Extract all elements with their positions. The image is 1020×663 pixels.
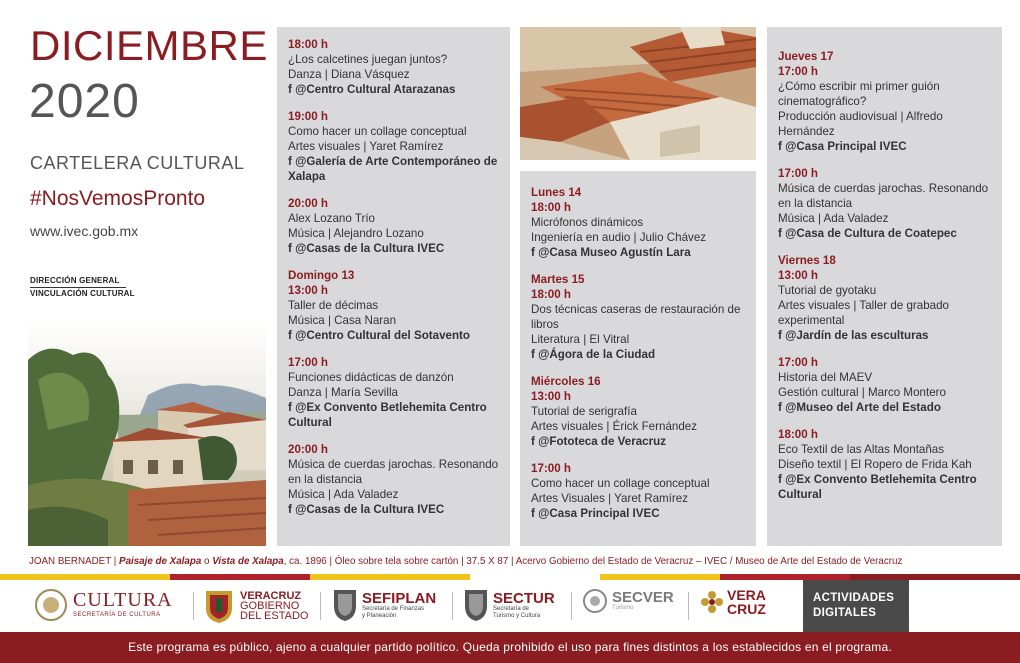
- event-item: [288, 442, 500, 517]
- event-venue-link[interactable]: f @Casas de la Cultura IVEC: [288, 242, 445, 255]
- event-item: [531, 461, 746, 521]
- direction-line2: VINCULACIÓN CULTURAL: [30, 289, 135, 298]
- digital-activities-line1: ACTIVIDADES: [813, 592, 895, 604]
- event-category: Artes visuales | Taller de grabado experimental: [778, 299, 950, 327]
- event-item: [288, 109, 500, 184]
- veracruz-flower-icon: [700, 590, 724, 614]
- event-item: [778, 49, 992, 154]
- event-item: [288, 196, 500, 256]
- event-venue-link[interactable]: f @Ex Convento Betlehemita Centro Cultural: [778, 473, 977, 501]
- veracruz-label-3: DEL ESTADO: [240, 610, 309, 622]
- sefiplan-sublabel-2: y Planeación: [362, 612, 397, 619]
- sectur-sublabel-2: Turismo y Cultura: [493, 612, 541, 619]
- event-category: Música | Ada Valadez: [288, 488, 399, 501]
- caption-or: o: [204, 556, 210, 567]
- event-category: Música | Casa Naran: [288, 314, 397, 327]
- event-title: Música de cuerdas jarochas. Resonando en la distancia: [778, 182, 989, 210]
- secver-label: SECVER: [612, 589, 674, 606]
- event-time: 17:00 h: [778, 65, 818, 78]
- logo-divider: [688, 592, 689, 620]
- legal-footer: Este programa es público, ajeno a cualquier partido político. Queda prohibido el uso para fines distintos a los establecidos en el programa.: [0, 632, 1020, 663]
- event-title: Como hacer un collage conceptual: [531, 477, 710, 490]
- event-category: Gestión cultural | Marco Montero: [778, 386, 946, 399]
- logo-sectur[interactable]: [463, 588, 555, 622]
- event-day: Lunes 14: [531, 186, 582, 199]
- event-category: Diseño textil | El Ropero de Frida Kah: [778, 458, 972, 471]
- event-venue-link[interactable]: f @Centro Cultural del Sotavento: [288, 329, 471, 342]
- caption-author: JOAN BERNADET |: [29, 556, 117, 567]
- event-item: [288, 268, 500, 343]
- event-category: Producción audiovisual | Alfredo Hernández: [778, 110, 943, 138]
- event-category: Ingeniería en audio | Julio Chávez: [531, 231, 707, 244]
- event-category: Danza | Diana Vásquez: [288, 68, 410, 81]
- event-time: 17:00 h: [778, 167, 818, 180]
- event-item: [778, 355, 992, 415]
- sefiplan-label: SEFIPLAN: [362, 589, 437, 607]
- event-day: Martes 15: [531, 273, 585, 286]
- event-category: Danza | María Sevilla: [288, 386, 398, 399]
- caption-work-alt: Vista de Xalapa: [212, 556, 284, 567]
- logo-veracruz-brand[interactable]: [700, 588, 766, 616]
- event-category: Música | Ada Valadez: [778, 212, 889, 225]
- veracruz-brand-line1: VERA: [727, 587, 766, 603]
- event-title: Eco Textil de las Altas Montañas: [778, 443, 945, 456]
- event-venue-link[interactable]: f @Museo del Arte del Estado: [778, 401, 941, 414]
- sefiplan-sublabel-1: Secretaría de Finanzas: [362, 605, 425, 612]
- event-title: Funciones didácticas de danzón: [288, 371, 454, 384]
- secver-emblem-icon: [582, 588, 608, 614]
- event-time: 18:00 h: [531, 288, 571, 301]
- sectur-label: SECTUR: [493, 589, 555, 607]
- painting-caption: [29, 556, 902, 567]
- event-venue-link[interactable]: f @Casa Principal IVEC: [778, 140, 907, 153]
- event-venue-link[interactable]: f @Casas de la Cultura IVEC: [288, 503, 445, 516]
- event-time: 18:00 h: [531, 201, 571, 214]
- painting-landscape: [28, 320, 266, 546]
- event-time: 13:00 h: [288, 284, 328, 297]
- event-category: Artes visuales | Yaret Ramírez: [288, 140, 444, 153]
- event-venue-link[interactable]: f @Ex Convento Betlehemita Centro Cultural: [288, 401, 487, 429]
- event-venue-link[interactable]: f @Centro Cultural Atarazanas: [288, 83, 456, 96]
- event-title: Música de cuerdas jarochas. Resonando en la distancia: [288, 458, 499, 486]
- veracruz-brand-line2: CRUZ: [727, 601, 766, 617]
- schedule-column-3: [767, 27, 1002, 546]
- website-link[interactable]: www.ivec.gob.mx: [30, 223, 139, 239]
- event-title: Tutorial de gyotaku: [778, 284, 877, 297]
- event-time: 17:00 h: [531, 462, 571, 475]
- event-title: Tutorial de serigrafía: [531, 405, 637, 418]
- event-title: Dos técnicas caseras de restauración de libros: [531, 303, 741, 331]
- sefiplan-shield-icon: [332, 588, 358, 622]
- direction-label: [30, 276, 135, 299]
- veracruz-label: VERACRUZ: [240, 590, 302, 602]
- event-item: [778, 166, 992, 241]
- event-venue-link[interactable]: f @Galería de Arte Contemporáneo de Xalapa: [288, 155, 498, 183]
- event-title: Historia del MAEV: [778, 371, 873, 384]
- event-time: 18:00 h: [288, 38, 328, 51]
- event-item: [288, 37, 500, 97]
- hashtag: #NosVemosPronto: [30, 187, 206, 210]
- month-title: DICIEMBRE: [30, 22, 268, 69]
- event-title: Micrófonos dinámicos: [531, 216, 644, 229]
- event-venue-link[interactable]: f @Casa Museo Agustín Lara: [531, 246, 691, 259]
- event-venue-link[interactable]: f @Fototeca de Veracruz: [531, 435, 667, 448]
- event-item: [531, 272, 746, 362]
- event-time: 13:00 h: [778, 269, 818, 282]
- schedule-column-1: [277, 27, 510, 546]
- cultura-emblem-icon: [34, 588, 68, 622]
- logo-cultura[interactable]: [34, 588, 173, 622]
- sectur-sublabel-1: Secretaría de: [493, 605, 530, 612]
- subtitle: CARTELERA CULTURAL: [30, 153, 245, 173]
- event-venue-link[interactable]: f @Casa de Cultura de Coatepec: [778, 227, 957, 240]
- event-item: [288, 355, 500, 430]
- schedule-column-2: [520, 171, 756, 546]
- event-title: Como hacer un collage conceptual: [288, 125, 467, 138]
- event-venue-link[interactable]: f @Casa Principal IVEC: [531, 507, 660, 520]
- logo-divider: [193, 592, 194, 620]
- veracruz-shield-icon: [203, 588, 235, 624]
- logo-veracruz-gobierno[interactable]: [203, 588, 308, 624]
- event-title: ¿Los calcetines juegan juntos?: [288, 53, 448, 66]
- event-title: Taller de décimas: [288, 299, 379, 312]
- event-item: [531, 374, 746, 449]
- caption-work: Paisaje de Xalapa: [119, 556, 202, 567]
- event-title: Alex Lozano Trío: [288, 212, 376, 225]
- logo-divider: [571, 592, 572, 620]
- logo-sefiplan[interactable]: [332, 588, 436, 622]
- cultura-sublabel: SECRETARÍA DE CULTURA: [73, 612, 161, 618]
- logo-secver[interactable]: [582, 588, 674, 614]
- sectur-shield-icon: [463, 588, 489, 622]
- cultura-label: CULTURA: [73, 589, 173, 611]
- direction-line1: DIRECCIÓN GENERAL: [30, 276, 120, 285]
- digital-activities-line2: DIGITALES: [813, 607, 877, 619]
- painting-rooftops: [520, 27, 756, 160]
- event-time: 13:00 h: [531, 390, 571, 403]
- event-day: Domingo 13: [288, 269, 355, 282]
- logo-divider: [452, 592, 453, 620]
- secver-sublabel: Turismo: [612, 605, 634, 611]
- event-time: 20:00 h: [288, 443, 328, 456]
- event-category: Artes visuales | Érick Fernández: [531, 420, 698, 433]
- sponsor-logos: [0, 580, 1020, 632]
- veracruz-label-2: GOBIERNO: [240, 600, 300, 612]
- event-item: [778, 253, 992, 343]
- event-time: 19:00 h: [288, 110, 328, 123]
- caption-details: , ca. 1896 | Óleo sobre tela sobre cartón | 37.5 X 87 | Acervo Gobierno del Estado de Veracruz – IVEC / Museo de Arte del Estado de Veracruz: [283, 556, 903, 567]
- event-time: 17:00 h: [778, 356, 818, 369]
- event-category: Literatura | El Vitral: [531, 333, 630, 346]
- event-time: 17:00 h: [288, 356, 328, 369]
- event-item: [778, 427, 992, 502]
- event-category: Música | Alejandro Lozano: [288, 227, 424, 240]
- event-time: 20:00 h: [288, 197, 328, 210]
- event-day: Jueves 17: [778, 50, 834, 63]
- event-venue-link[interactable]: f @Jardín de las esculturas: [778, 329, 929, 342]
- event-time: 18:00 h: [778, 428, 818, 441]
- digital-activities-badge[interactable]: [803, 580, 909, 632]
- direction-divider: [30, 287, 126, 288]
- event-venue-link[interactable]: f @Ágora de la Ciudad: [531, 348, 656, 361]
- event-category: Artes Visuales | Yaret Ramírez: [531, 492, 689, 505]
- logo-divider: [320, 592, 321, 620]
- event-title: ¿Cómo escribir mi primer guión cinematográfico?: [778, 80, 940, 108]
- event-item: [531, 185, 746, 260]
- event-day: Miércoles 16: [531, 375, 601, 388]
- year-title: 2020: [29, 75, 140, 128]
- event-day: Viernes 18: [778, 254, 836, 267]
